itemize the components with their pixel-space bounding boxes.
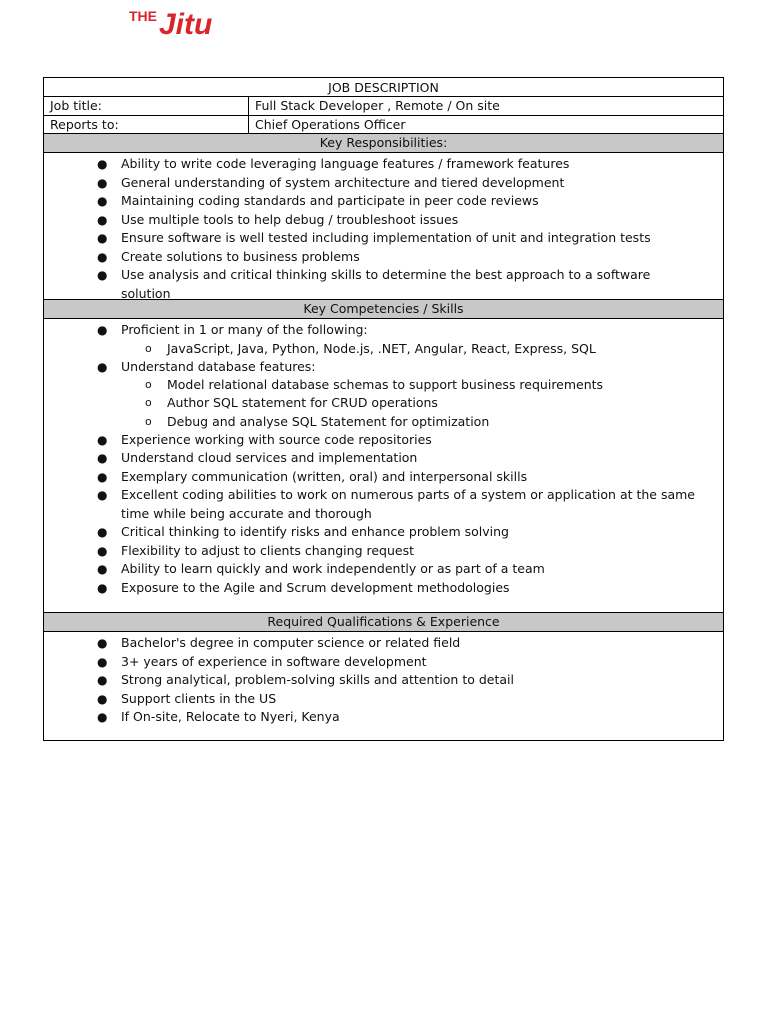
sub-list-item: o Author SQL statement for CRUD operations	[44, 394, 723, 412]
bullet-icon: ●	[97, 636, 108, 650]
list-item: ● Exemplary communication (written, oral) and interpersonal skills	[44, 468, 723, 487]
circle-bullet-icon: o	[145, 341, 152, 355]
bullet-icon: ●	[97, 451, 108, 466]
bullet-icon: ●	[97, 710, 108, 724]
list-item: ● Bachelor's degree in computer science or related field	[44, 634, 723, 653]
list-item: ● Support clients in the US	[44, 690, 723, 709]
qualifications-list	[44, 632, 723, 740]
list-item: ● Create solutions to business problems	[44, 248, 723, 267]
list-item: ● Ability to write code leveraging language features / framework features	[44, 155, 723, 174]
list-item: ● Use analysis and critical thinking skills to determine the best approach to a software solution	[97, 267, 651, 301]
section-title: Required Qualifications & Experience	[267, 614, 500, 629]
circle-bullet-icon: o	[145, 396, 152, 410]
bullet-icon: ●	[97, 268, 108, 282]
logo-text-brand: Jitu	[159, 8, 213, 40]
bullet-icon: ●	[97, 212, 108, 227]
sub-list-item: o JavaScript, Java, Python, Node.js, .NET, Angular, React, Express, SQL	[44, 340, 723, 358]
bullet-icon: ●	[97, 488, 108, 503]
sub-list-item: o Model relational database schemas to support business requirements	[44, 376, 723, 394]
qualifications-header	[44, 613, 723, 632]
bullet-icon: ●	[97, 194, 108, 208]
bullet-icon: ●	[97, 673, 108, 687]
list-item: ● Experience working with source code repositories	[44, 431, 723, 450]
list-item: ● Flexibility to adjust to clients changing request	[44, 542, 723, 561]
bullet-icon: ●	[97, 562, 108, 577]
bullet-icon: ●	[97, 175, 108, 190]
reports-to-row	[44, 116, 723, 135]
list-item: ● Ability to learn quickly and work independently or as part of a team	[44, 560, 723, 579]
job-title-label: Job title:	[44, 97, 249, 115]
list-item: ● Critical thinking to identify risks and enhance problem solving	[44, 523, 723, 542]
list-item: ● Ensure software is well tested including implementation of unit and integration tests	[44, 229, 723, 248]
bullet-icon: ●	[97, 359, 108, 374]
circle-bullet-icon: o	[145, 378, 152, 392]
list-item: ● 3+ years of experience in software development	[44, 653, 723, 672]
bullet-icon: ●	[97, 580, 108, 595]
list-item: ● Excellent coding abilities to work on numerous parts of a system or application at the same time while being accurate and thorough	[97, 487, 695, 521]
bullet-icon: ●	[97, 249, 108, 264]
list-item: ● Understand cloud services and implementation	[44, 449, 723, 468]
responsibilities-header	[44, 134, 723, 153]
bullet-icon: ●	[97, 469, 108, 484]
bullet-icon: ●	[97, 543, 108, 558]
bullet-icon: ●	[97, 157, 108, 171]
job-title-value: Full Stack Developer , Remote / On site	[255, 98, 500, 113]
bullet-icon: ●	[97, 525, 108, 540]
list-item: ● Strong analytical, problem-solving skills and attention to detail	[44, 671, 723, 690]
company-logo	[129, 6, 259, 40]
list-item: ● Proficient in 1 or many of the following:	[44, 321, 723, 340]
reports-to-label: Reports to:	[44, 116, 249, 134]
bullet-icon: ●	[97, 323, 108, 337]
list-item: ● If On-site, Relocate to Nyeri, Kenya	[44, 708, 723, 727]
bullet-icon: ●	[97, 691, 108, 706]
list-item: ● General understanding of system architecture and tiered development	[44, 174, 723, 193]
bullet-icon: ●	[97, 432, 108, 447]
reports-to-value: Chief Operations Officer	[255, 116, 406, 132]
list-item: ● Understand database features:	[44, 358, 723, 377]
table-title: JOB DESCRIPTION	[328, 79, 439, 95]
logo-text-the: THE	[129, 8, 157, 24]
section-title: Key Responsibilities:	[319, 135, 448, 150]
bullet-icon: ●	[97, 654, 108, 669]
competencies-list	[44, 319, 723, 613]
list-item: ● Use multiple tools to help debug / troubleshoot issues	[44, 211, 723, 230]
section-title: Key Competencies / Skills	[303, 301, 464, 316]
table-title-row	[44, 78, 723, 97]
list-item: ● Exposure to the Agile and Scrum development methodologies	[44, 579, 723, 598]
job-title-row	[44, 97, 723, 116]
list-item: ● Maintaining coding standards and participate in peer code reviews	[44, 192, 723, 211]
bullet-icon: ●	[97, 231, 108, 245]
responsibilities-list	[44, 153, 723, 300]
circle-bullet-icon: o	[145, 414, 152, 428]
job-description-table	[43, 77, 724, 741]
sub-list-item: o Debug and analyse SQL Statement for optimization	[44, 413, 723, 431]
